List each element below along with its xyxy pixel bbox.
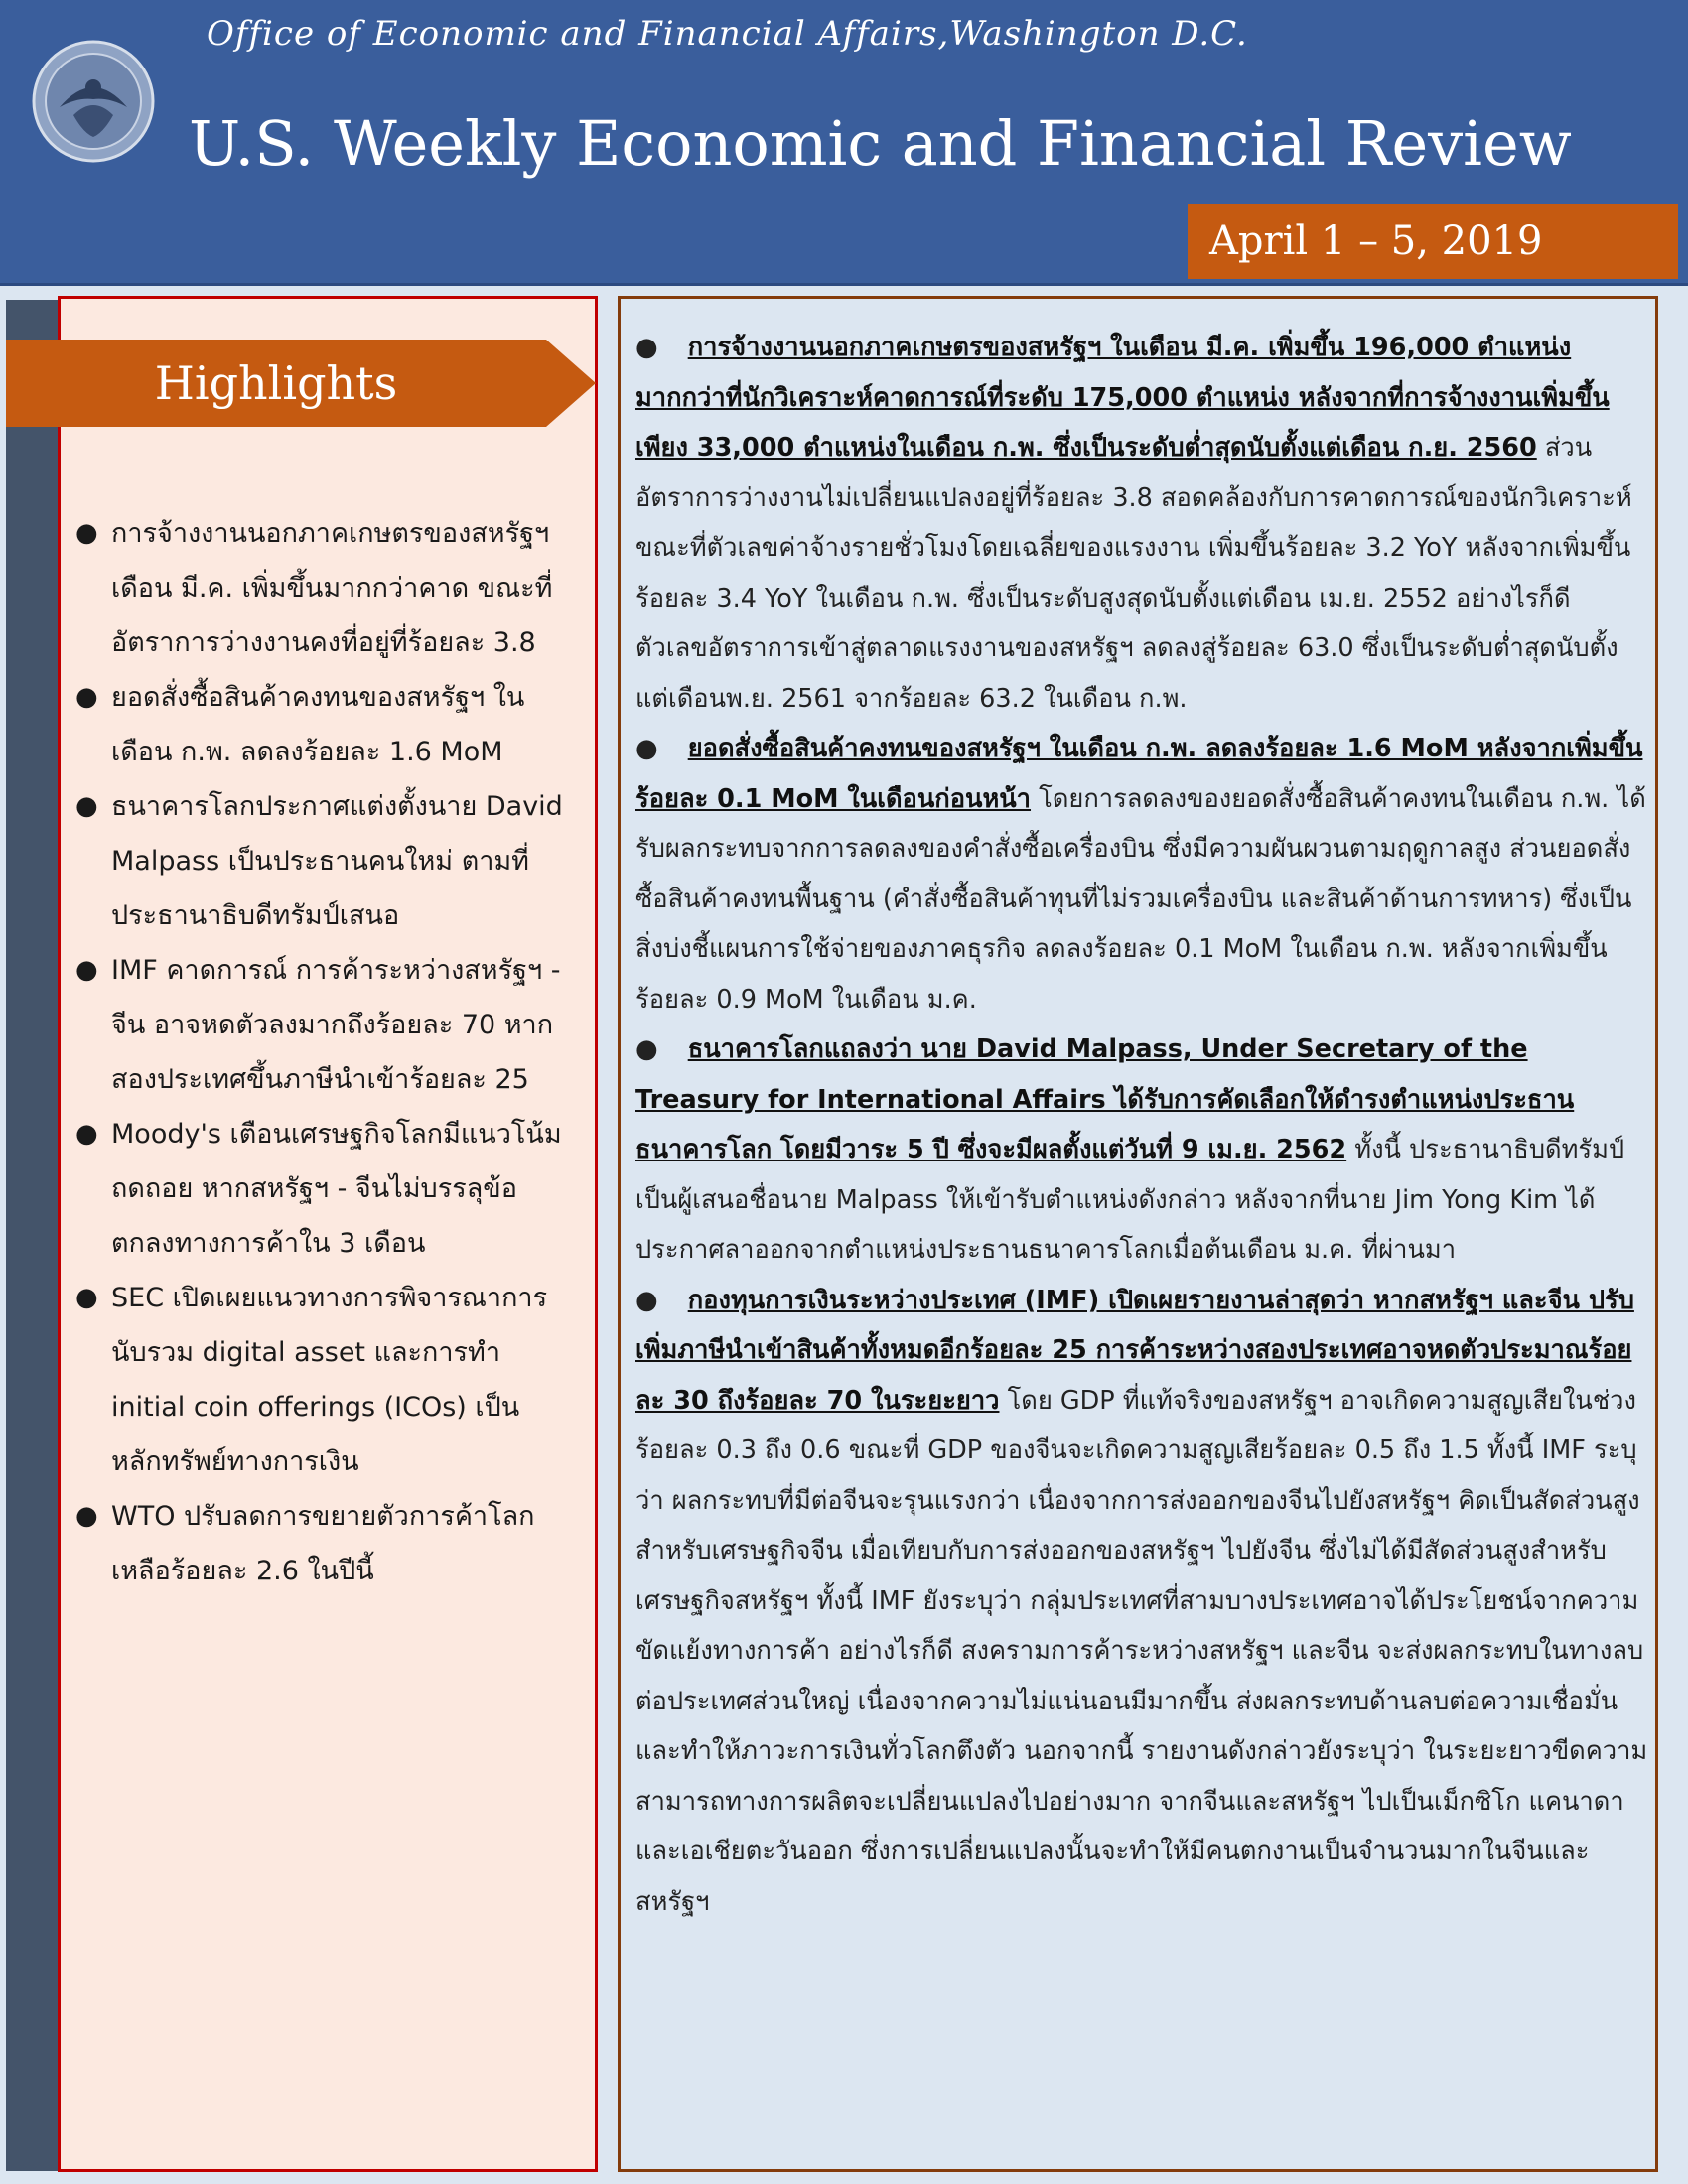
articles-body (635, 323, 1648, 1927)
highlights-heading: Highlights (154, 356, 398, 410)
highlights-tab (6, 340, 596, 427)
bullet-icon: ● (75, 955, 98, 985)
article-text: โดยการลดลงของยอดสั่งซื้อสินค้าคงทนในเดือน ก.พ. ได้รับผลกระทบจากการลดลงของคำสั่งซื้อเครื่องบิน ซึ่งมีความผันผวนตามฤดูกาลสูง ส่วนยอดสั่งซื้อสินค้าคงทนพื้นฐาน (คำสั่งซื้อสินค้าทุนที่ไม่รวมเครื่องบิน และสินค้าด้านการทหาร) ซึ่งเป็นสิ่งบ่งชี้แผนการใช้จ่ายของภาคธุรกิจ ลดลงร้อยละ 0.1 MoM ในเดือน ก.พ. หลังจากเพิ่มขึ้นร้อยละ 0.9 MoM ในเดือน ม.ค. (635, 783, 1646, 1015)
treasury-seal-icon (30, 38, 157, 165)
article-text: โดย GDP ที่แท้จริงของสหรัฐฯ อาจเกิดความสูญเสียในช่วงร้อยละ 0.3 ถึง 0.6 ขณะที่ GDP ของจีนจะเกิดความสูญเสียร้อยละ 0.5 ถึง 1.5 ทั้งนี้ IMF ระบุว่า ผลกระทบที่มีต่อจีนจะรุนแรงกว่า เนื่องจากการส่งออกของจีนไปยังสหรัฐฯ คิดเป็นสัดส่วนสูงสำหรับเศรษฐกิจจีน เมื่อเทียบกับการส่งออกของสหรัฐฯ ไปยังจีน ซึ่งไม่ได้มีสัดส่วนสูงสำหรับเศรษฐกิจสหรัฐฯ ทั้งนี้ IMF ยังระบุว่า กลุ่มประเทศที่สามบางประเทศอาจได้ประโยชน์จากความขัดแย้งทางการค้า อย่างไรก็ดี สงครามการค้าระหว่างสหรัฐฯ และจีน จะส่งผลกระทบในทางลบต่อประเทศส่วนใหญ่ เนื่องจากความไม่แน่นอนมีมากขึ้น ส่งผลกระทบด้านลบต่อความเชื่อมั่น และทำให้ภาวะการเงินทั่วโลกตึงตัว นอกจากนี้ รายงานดังกล่าวยังระบุว่า ในระยะยาวขีดความสามารถทางการผลิตจะเปลี่ยนแปลงไปอย่างมาก จากจีนและสหรัฐฯ ไปเป็นเม็กซิโก แคนาดา และเอเชียตะวันออก ซึ่งการเปลี่ยนแปลงนั้นจะทำให้มีคนตกงานเป็นจำนวนมากในจีนและสหรัฐฯ (635, 1385, 1648, 1917)
bullet-icon: ● (75, 1119, 98, 1149)
bullet-icon: ● (635, 333, 658, 362)
article-text: ทั้งนี้ ประธานาธิบดีทรัมป์ เป็นผู้เสนอชื่อนาย Malpass ให้เข้ารับตำแหน่งดังกล่าว หลังจากที่นาย Jim Yong Kim ได้ประกาศลาออกจากตำแหน่งประธานธนาคารโลกเมื่อต้นเดือน ม.ค. ที่ผ่านมา (635, 1135, 1625, 1265)
article-durable-goods (635, 724, 1648, 1024)
list-item (71, 1271, 568, 1489)
list-item (71, 943, 568, 1107)
office-name: Office of Economic and Financial Affairs,Washington D.C. (207, 14, 1248, 54)
bullet-icon: ● (75, 682, 98, 712)
bullet-icon: ● (75, 791, 98, 821)
bullet-icon: ● (75, 1283, 98, 1312)
bullet-icon: ● (75, 1501, 98, 1531)
article-employment (635, 323, 1648, 724)
article-lead: การจ้างงานนอกภาคเกษตรของสหรัฐฯ ในเดือน มี.ค. เพิ่มขึ้น 196,000 ตำแหน่ง มากกว่าที่นักวิเคราะห์คาดการณ์ที่ระดับ 175,000 ตำแหน่ง หลังจากที่การจ้างงานเพิ่มขึ้นเพียง 33,000 ตำแหน่งในเดือน ก.พ. ซึ่งเป็นระดับต่ำสุดนับตั้งแต่เดือน ก.ย. 2560 (635, 333, 1610, 463)
article-imf-trade (635, 1276, 1648, 1928)
highlight-text: การจ้างงานนอกภาคเกษตรของสหรัฐฯ เดือน มี.ค. เพิ่มขึ้นมากกว่าคาด ขณะที่อัตราการว่างงานคงที่อยู่ที่ร้อยละ 3.8 (111, 518, 553, 658)
article-text: ส่วนอัตราการว่างงานไม่เปลี่ยนแปลงอยู่ที่ร้อยละ 3.8 สอดคล้องกับการคาดการณ์ของนักวิเคราะห์ ขณะที่ตัวเลขค่าจ้างรายชั่วโมงโดยเฉลี่ยของแรงงาน เพิ่มขึ้นร้อยละ 3.2 YoY หลังจากเพิ่มขึ้นร้อยละ 3.4 YoY ในเดือน ก.พ. ซึ่งเป็นระดับสูงสุดนับตั้งแต่เดือน เม.ย. 2552 อย่างไรก็ดี ตัวเลขอัตราการเข้าสู่ตลาดแรงงานของสหรัฐฯ ลดลงสู่ร้อยละ 63.0 ซึ่งเป็นระดับต่ำสุดนับตั้งแต่เดือนพ.ย. 2561 จากร้อยละ 63.2 ในเดือน ก.พ. (635, 433, 1632, 714)
date-range-badge: April 1 – 5, 2019 (1188, 204, 1678, 279)
article-lead: กองทุนการเงินระหว่างประเทศ (IMF) เปิดเผยรายงานล่าสุดว่า หากสหรัฐฯ และจีน ปรับเพิ่มภาษีนำเข้าสินค้าทั้งหมดอีกร้อยละ 25 การค้าระหว่างสองประเทศอาจหดตัวประมาณร้อยละ 30 ถึงร้อยละ 70 ในระยะยาว (635, 1285, 1634, 1416)
bullet-icon: ● (635, 1285, 658, 1315)
bullet-icon: ● (75, 518, 98, 548)
highlights-list (71, 506, 568, 1598)
list-item (71, 670, 568, 779)
page-title: U.S. Weekly Economic and Financial Review (189, 107, 1572, 180)
list-item (71, 506, 568, 670)
left-accent-strip (6, 300, 60, 2171)
article-lead: ธนาคารโลกแถลงว่า นาย David Malpass, Under Secretary of the Treasury for International Affairs ได้รับการคัดเลือกให้ดำรงตำแหน่งประธานธนาคารโลก โดยมีวาระ 5 ปี ซึ่งจะมีผลตั้งแต่วันที่ 9 เม.ย. 2562 (635, 1034, 1575, 1164)
list-item (71, 1489, 568, 1598)
highlight-text: ยอดสั่งซื้อสินค้าคงทนของสหรัฐฯ ในเดือน ก.พ. ลดลงร้อยละ 1.6 MoM (111, 682, 525, 767)
article-world-bank (635, 1024, 1648, 1276)
highlight-text: ธนาคารโลกประกาศแต่งตั้งนาย David Malpass เป็นประธานคนใหม่ ตามที่ประธานาธิบดีทรัมป์เสนอ (111, 791, 563, 931)
bullet-icon: ● (635, 1034, 658, 1064)
article-lead: ยอดสั่งซื้อสินค้าคงทนของสหรัฐฯ ในเดือน ก.พ. ลดลงร้อยละ 1.6 MoM หลังจากเพิ่มขึ้นร้อยละ 0.1 MoM ในเดือนก่อนหน้า (635, 734, 1643, 814)
highlight-text: SEC เปิดเผยแนวทางการพิจารณาการนับรวม digital asset และการทำ initial coin offerings (ICOs) เป็นหลักทรัพย์ทางการเงิน (111, 1283, 548, 1477)
list-item (71, 1107, 568, 1271)
highlight-text: WTO ปรับลดการขยายตัวการค้าโลกเหลือร้อยละ 2.6 ในปีนี้ (111, 1501, 535, 1586)
highlight-text: Moody's เตือนเศรษฐกิจโลกมีแนวโน้มถดถอย หากสหรัฐฯ - จีนไม่บรรลุข้อตกลงทางการค้าใน 3 เดือน (111, 1119, 562, 1259)
bullet-icon: ● (635, 734, 658, 763)
highlight-text: IMF คาดการณ์ การค้าระหว่างสหรัฐฯ - จีน อาจหดตัวลงมากถึงร้อยละ 70 หากสองประเทศขึ้นภาษีนำเข้าร้อยละ 25 (111, 955, 561, 1095)
list-item (71, 779, 568, 943)
